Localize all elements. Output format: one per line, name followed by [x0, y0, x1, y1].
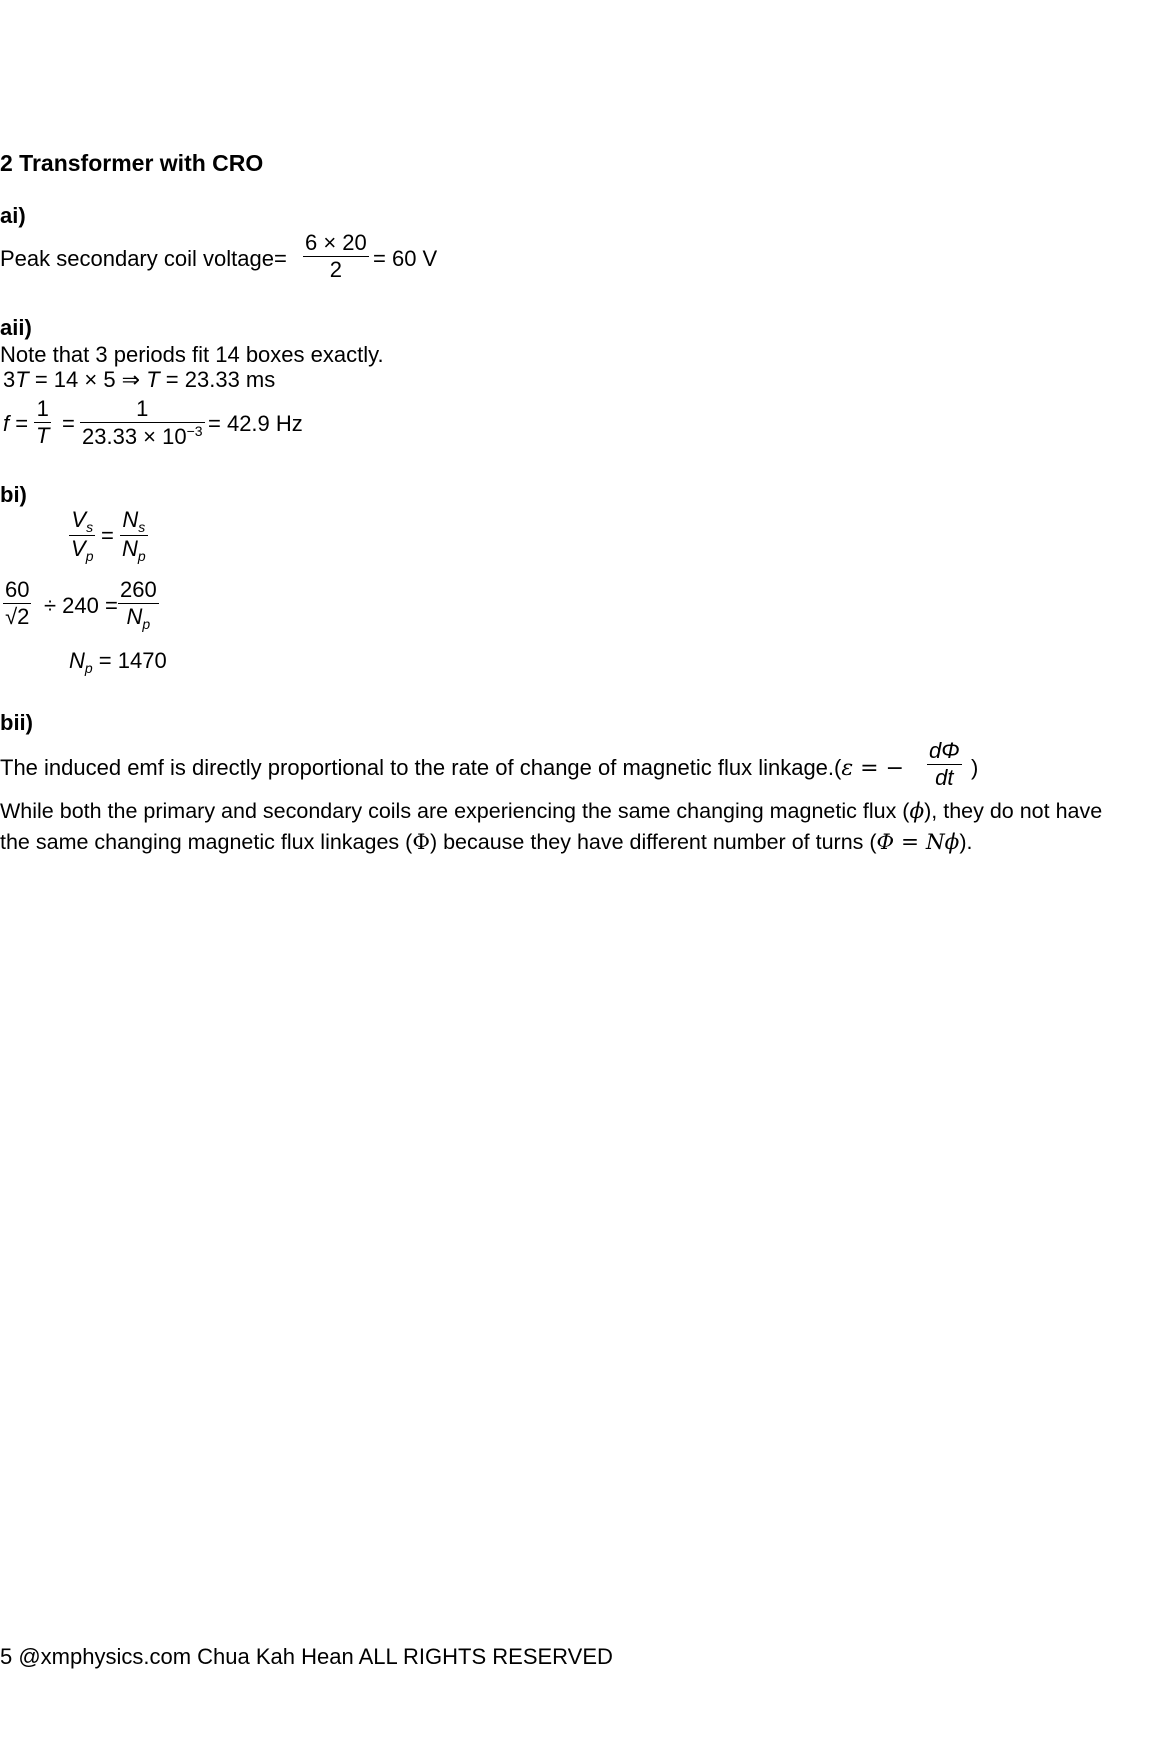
numerator	[120, 507, 148, 535]
numerator	[69, 507, 95, 535]
denominator: dt	[935, 765, 954, 790]
text: ).	[959, 830, 973, 854]
part-bii-label: bii)	[0, 710, 33, 735]
aii-eq2: =	[62, 411, 75, 436]
eq-term: = 23.33 ms	[159, 367, 276, 392]
bii-para2-line2	[0, 830, 972, 855]
emf-expression: ε = −	[841, 756, 905, 781]
ai-result: = 60 V	[373, 246, 438, 271]
subscript: p	[85, 548, 94, 564]
v-symbol: V	[71, 507, 87, 532]
aii-fraction-2	[80, 396, 205, 450]
bi-vs-vp	[69, 507, 95, 564]
numerator: 60	[5, 577, 30, 602]
v-symbol: V	[71, 536, 86, 561]
subscript: p	[142, 616, 151, 632]
bi-divide: ÷ 240 =	[44, 593, 118, 618]
page-footer: 5 @xmphysics.com Chua Kah Hean ALL RIGHTS RESERVED	[0, 1644, 613, 1669]
numerator: dΦ	[929, 738, 960, 763]
aii-period-equation	[3, 367, 275, 393]
n-symbol: N	[122, 507, 139, 532]
bi-equals: =	[101, 523, 114, 548]
f-symbol: f	[3, 411, 10, 436]
subscript: s	[86, 519, 94, 535]
denominator: T	[36, 423, 50, 448]
eq-term: =	[15, 411, 29, 436]
value: = 1470	[92, 648, 167, 673]
flux-linkage-symbol: Φ	[412, 830, 430, 855]
bi-turns-fraction	[118, 577, 159, 632]
n-symbol: N	[122, 536, 138, 561]
text: ), they do not have	[924, 799, 1103, 823]
aii-result: = 42.9 Hz	[208, 411, 303, 436]
phi-symbol: ϕ	[909, 799, 925, 824]
text: the same changing magnetic flux linkages (	[0, 830, 413, 854]
part-bi-label: bi)	[0, 482, 27, 507]
bii-flux-derivative	[927, 738, 962, 791]
eq-term: T	[15, 367, 29, 392]
part-aii-label: aii)	[0, 315, 32, 340]
bi-rms-fraction	[3, 577, 31, 630]
eq-term: = 14 × 5 ⇒	[28, 367, 147, 392]
text: ) because they have different number of turns (	[429, 830, 877, 854]
denominator: √2	[5, 604, 30, 629]
ai-fraction	[303, 230, 369, 283]
denominator	[120, 536, 148, 564]
ai-numerator: 6 × 20	[305, 230, 367, 255]
ai-equals: =	[273, 246, 287, 271]
aii-fraction-1	[34, 396, 51, 449]
numerator: 1	[136, 396, 149, 421]
bii-close-paren: )	[971, 755, 979, 780]
denominator	[118, 604, 159, 632]
section-heading: 2 Transformer with CRO	[0, 150, 264, 176]
bii-para2-line1	[0, 799, 1102, 824]
n-symbol: N	[69, 648, 85, 673]
ai-denominator: 2	[329, 257, 343, 282]
denominator	[80, 423, 205, 450]
part-ai-label: ai)	[0, 203, 26, 228]
subscript: p	[84, 660, 93, 676]
bii-para1	[0, 755, 904, 781]
n-symbol: N	[126, 604, 143, 629]
eq-term: T	[146, 367, 160, 392]
numerator: 260	[120, 577, 157, 602]
aii-f-lhs	[3, 411, 28, 437]
den-base: 23.33 × 10	[82, 424, 187, 449]
text: The induced emf is directly proportional to the rate of change of magnetic flux linkage.(	[0, 755, 842, 780]
numerator: 1	[36, 396, 49, 421]
denominator	[69, 536, 95, 564]
flux-linkage-formula: Φ = Nϕ	[876, 830, 960, 855]
ai-text	[0, 246, 287, 272]
subscript: p	[137, 548, 146, 564]
subscript: s	[138, 519, 146, 535]
den-exponent: −3	[186, 423, 203, 439]
ai-description: Peak secondary coil voltage	[0, 246, 274, 271]
bi-result	[69, 648, 167, 676]
bi-ns-np	[120, 507, 148, 564]
aii-note: Note that 3 periods fit 14 boxes exactly.	[0, 342, 384, 367]
eq-term: 3	[3, 367, 16, 392]
text: While both the primary and secondary coils are experiencing the same changing magnetic flux (	[0, 799, 910, 823]
